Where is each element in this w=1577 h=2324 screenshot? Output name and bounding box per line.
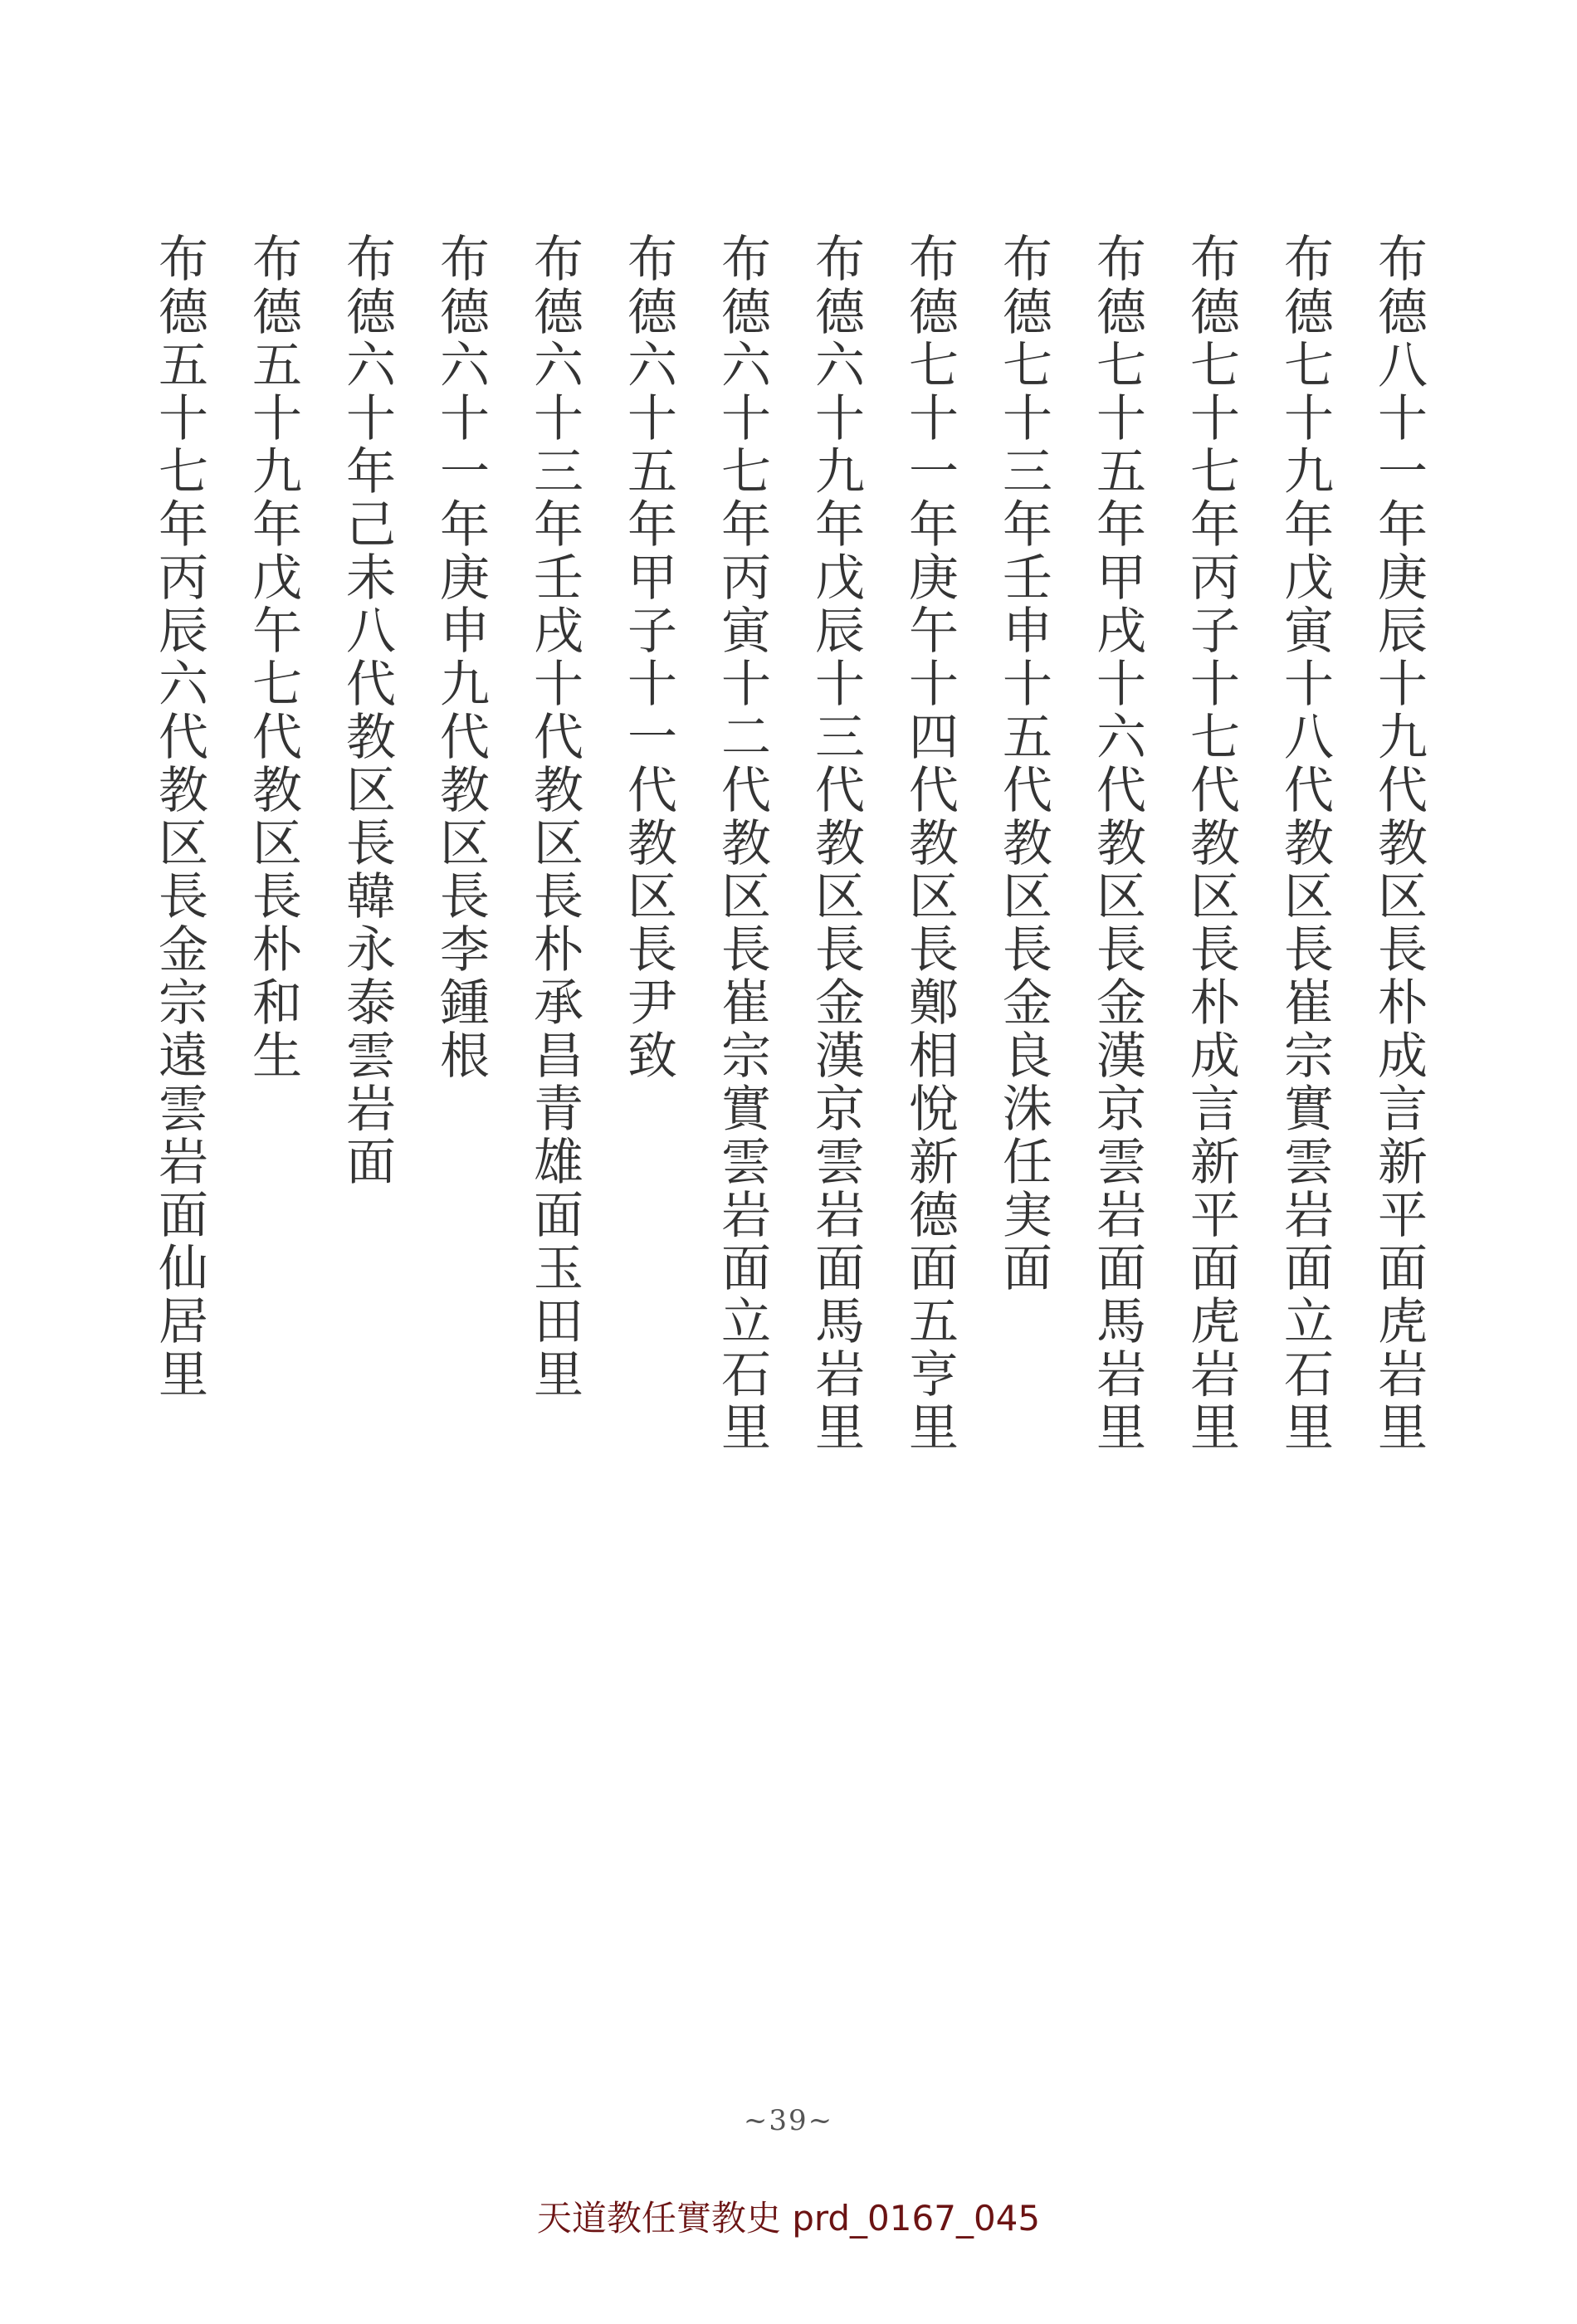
entry-year: 丙子 xyxy=(1182,551,1240,657)
entry-office: 十五代教区長 xyxy=(994,657,1052,976)
entry-year: 壬申 xyxy=(994,551,1052,657)
entry-office: 十二代教区長 xyxy=(713,657,771,976)
entry-year: 戊午 xyxy=(244,551,302,657)
entry-column xyxy=(888,232,971,1454)
entry-office: 九代教区長 xyxy=(432,657,490,923)
entry-office: 十代教区長 xyxy=(525,657,583,923)
entry-name: 朴和生 xyxy=(244,923,302,1082)
entry-office: 十四代教区長 xyxy=(901,657,959,976)
entry-place: 雲岩面 xyxy=(338,1029,396,1189)
entry-name: 金良洙 xyxy=(994,976,1052,1135)
entry-column xyxy=(1357,232,1440,1454)
entry-title: 布德五十九年 xyxy=(244,232,302,551)
entry-office: 十六代教区長 xyxy=(1088,657,1146,976)
entry-name: 尹致 xyxy=(619,976,677,1082)
entry-place: 任実面 xyxy=(994,1135,1052,1295)
entry-column xyxy=(513,232,596,1444)
entry-column xyxy=(232,232,315,1444)
entry-title: 布德七十五年 xyxy=(1088,232,1146,551)
entry-place: 青雄面玉田里 xyxy=(525,1082,583,1401)
entry-name: 朴成言 xyxy=(1370,976,1428,1135)
entry-office: 八代教区長 xyxy=(338,604,396,870)
entry-column xyxy=(1169,232,1252,1454)
manuscript-block xyxy=(137,232,1440,1454)
entry-year: 戊寅 xyxy=(1276,551,1334,657)
entry-name: 金漢京 xyxy=(807,976,865,1135)
entry-column xyxy=(607,232,690,1444)
entry-title: 布德六十九年 xyxy=(807,232,865,551)
entry-place: 雲岩面仙居里 xyxy=(150,1082,208,1401)
entry-year: 甲戌 xyxy=(1088,551,1146,657)
entry-office: 十九代教区長 xyxy=(1370,657,1428,976)
page-number: ~39~ xyxy=(743,2104,834,2137)
entry-name: 金漢京 xyxy=(1088,976,1146,1135)
entry-name: 李鍾根 xyxy=(432,923,490,1082)
entry-office: 十七代教区長 xyxy=(1182,657,1240,976)
entry-title: 布德七十三年 xyxy=(994,232,1052,551)
entry-column xyxy=(419,232,502,1444)
entry-column xyxy=(982,232,1065,1444)
entry-name: 韓永泰 xyxy=(338,870,396,1029)
entry-name: 金宗遠 xyxy=(150,923,208,1082)
entry-title: 布德五十七年 xyxy=(150,232,208,551)
entry-office: 七代教区長 xyxy=(244,657,302,923)
entry-column xyxy=(1263,232,1346,1454)
entry-name: 崔宗實 xyxy=(713,976,771,1135)
entry-column xyxy=(138,232,221,1444)
entry-office: 六代教区長 xyxy=(150,657,208,923)
entry-place: 新德面五亨里 xyxy=(901,1135,959,1454)
entry-place: 雲岩面馬岩里 xyxy=(1088,1135,1146,1454)
entry-office: 十三代教区長 xyxy=(807,657,865,976)
entry-name: 鄭相悅 xyxy=(901,976,959,1135)
entry-column xyxy=(325,232,408,1444)
entry-title: 布德七十九年 xyxy=(1276,232,1334,551)
entry-title: 布德七十一年 xyxy=(901,232,959,551)
entry-title: 布德七十七年 xyxy=(1182,232,1240,551)
entry-year: 庚申 xyxy=(432,551,490,657)
entry-year: 丙寅 xyxy=(713,551,771,657)
entry-office: 十一代教区長 xyxy=(619,657,677,976)
entry-place: 新平面虎岩里 xyxy=(1370,1135,1428,1454)
entry-title: 布德六十五年 xyxy=(619,232,677,551)
entry-title: 布德六十一年 xyxy=(432,232,490,551)
entry-name: 朴成言 xyxy=(1182,976,1240,1135)
entry-place: 雲岩面馬岩里 xyxy=(807,1135,865,1454)
entry-year: 甲子 xyxy=(619,551,677,657)
entry-year: 壬戌 xyxy=(525,551,583,657)
entry-title: 布德六十七年 xyxy=(713,232,771,551)
entry-office: 十八代教区長 xyxy=(1276,657,1334,976)
entry-title: 布德六十三年 xyxy=(525,232,583,551)
entry-place: 雲岩面立石里 xyxy=(713,1135,771,1454)
entry-title: 布德六十年 xyxy=(338,232,396,498)
entry-place: 雲岩面立石里 xyxy=(1276,1135,1334,1454)
entry-year: 丙辰 xyxy=(150,551,208,657)
entry-year: 戊辰 xyxy=(807,551,865,657)
entry-title: 布德八十一年 xyxy=(1370,232,1428,551)
document-caption: 天道教任實教史 prd_0167_045 xyxy=(536,2198,1041,2239)
entry-column xyxy=(794,232,877,1454)
entry-name: 朴承昌 xyxy=(525,923,583,1082)
entry-place: 新平面虎岩里 xyxy=(1182,1135,1240,1454)
entry-year: 庚午 xyxy=(901,551,959,657)
entry-year: 庚辰 xyxy=(1370,551,1428,657)
entry-name: 崔宗實 xyxy=(1276,976,1334,1135)
entry-column xyxy=(701,232,784,1454)
entry-column xyxy=(1076,232,1159,1454)
entry-year: 己未 xyxy=(338,498,396,604)
